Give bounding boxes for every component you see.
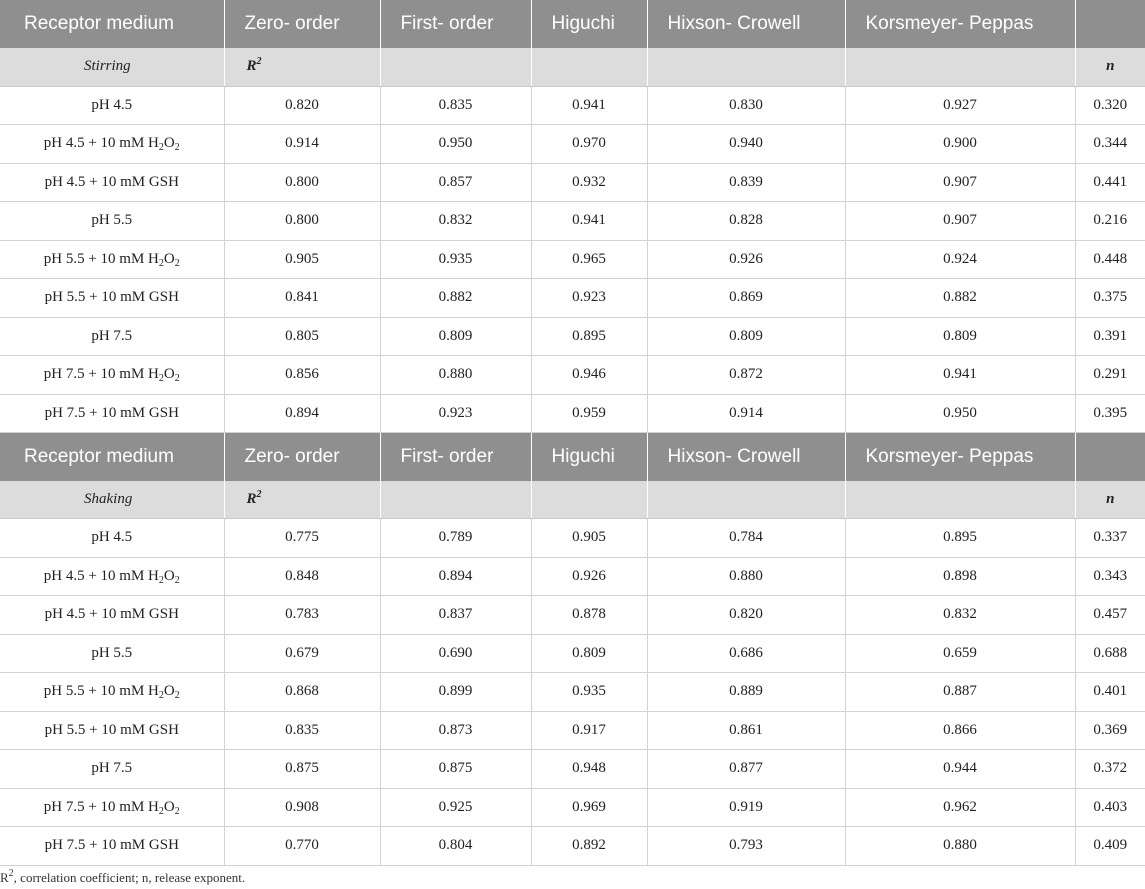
table-row <box>0 788 1145 827</box>
table-row <box>0 163 1145 202</box>
table-row <box>0 356 1145 395</box>
receptor-medium-cell: pH 7.5 + 10 mM $H_2O_2$ <box>0 356 224 395</box>
first-order-value: 0.894 <box>380 557 531 596</box>
korsmeyer-peppas-value: 0.907 <box>845 202 1075 241</box>
first-order-header: First- order <box>380 0 531 48</box>
higuchi-value: 0.923 <box>531 279 647 318</box>
hixson-crowell-value: 0.877 <box>647 750 845 789</box>
receptor-medium-cell: pH 5.5 <box>0 202 224 241</box>
first-order-value: 0.923 <box>380 394 531 433</box>
table-footnote: $R^2$, correlation coefficient; n, release exponent. <box>0 868 246 885</box>
hixson-crowell-value: 0.828 <box>647 202 845 241</box>
release-exponent-value: 0.448 <box>1075 240 1145 279</box>
empty-cell <box>531 48 647 86</box>
first-order-value: 0.899 <box>380 673 531 712</box>
table-row <box>0 86 1145 125</box>
table-row <box>0 596 1145 635</box>
higuchi-value: 0.926 <box>531 557 647 596</box>
empty-cell <box>845 481 1075 519</box>
korsmeyer-peppas-header: Korsmeyer- Peppas <box>845 0 1075 48</box>
hixson-crowell-value: 0.686 <box>647 634 845 673</box>
receptor-medium-cell: pH 5.5 + 10 mM GSH <box>0 279 224 318</box>
higuchi-value: 0.809 <box>531 634 647 673</box>
n-symbol: n <box>1075 48 1145 86</box>
higuchi-value: 0.941 <box>531 202 647 241</box>
zero-order-value: 0.800 <box>224 202 380 241</box>
first-order-value: 0.873 <box>380 711 531 750</box>
zero-order-value: 0.805 <box>224 317 380 356</box>
hixson-crowell-value: 0.919 <box>647 788 845 827</box>
korsmeyer-peppas-value: 0.882 <box>845 279 1075 318</box>
receptor-medium-cell: pH 4.5 + 10 mM $H_2O_2$ <box>0 125 224 164</box>
first-order-value: 0.925 <box>380 788 531 827</box>
condition-row <box>0 48 1145 86</box>
hixson-crowell-header: Hixson- Crowell <box>647 433 845 481</box>
receptor-medium-cell: pH 5.5 + 10 mM GSH <box>0 711 224 750</box>
hixson-crowell-value: 0.889 <box>647 673 845 712</box>
n-symbol: n <box>1075 481 1145 519</box>
empty-cell <box>647 481 845 519</box>
higuchi-value: 0.946 <box>531 356 647 395</box>
korsmeyer-peppas-header: Korsmeyer- Peppas <box>845 433 1075 481</box>
receptor-medium-cell: pH 7.5 + 10 mM GSH <box>0 394 224 433</box>
release-exponent-value: 0.344 <box>1075 125 1145 164</box>
hixson-crowell-value: 0.839 <box>647 163 845 202</box>
table-row <box>0 125 1145 164</box>
zero-order-header: Zero- order <box>224 0 380 48</box>
zero-order-header: Zero- order <box>224 433 380 481</box>
korsmeyer-peppas-value: 0.887 <box>845 673 1075 712</box>
release-exponent-value: 0.291 <box>1075 356 1145 395</box>
release-exponent-value: 0.457 <box>1075 596 1145 635</box>
zero-order-value: 0.770 <box>224 827 380 866</box>
release-exponent-value: 0.688 <box>1075 634 1145 673</box>
zero-order-value: 0.841 <box>224 279 380 318</box>
higuchi-value: 0.905 <box>531 519 647 558</box>
higuchi-value: 0.932 <box>531 163 647 202</box>
korsmeyer-peppas-value: 0.880 <box>845 827 1075 866</box>
higuchi-value: 0.969 <box>531 788 647 827</box>
korsmeyer-peppas-value: 0.898 <box>845 557 1075 596</box>
first-order-value: 0.882 <box>380 279 531 318</box>
korsmeyer-peppas-value: 0.832 <box>845 596 1075 635</box>
hixson-crowell-value: 0.869 <box>647 279 845 318</box>
table-row <box>0 202 1145 241</box>
korsmeyer-peppas-value: 0.950 <box>845 394 1075 433</box>
receptor-medium-cell: pH 5.5 <box>0 634 224 673</box>
higuchi-value: 0.895 <box>531 317 647 356</box>
hixson-crowell-value: 0.914 <box>647 394 845 433</box>
table-row <box>0 394 1145 433</box>
korsmeyer-peppas-value: 0.927 <box>845 86 1075 125</box>
korsmeyer-peppas-value: 0.895 <box>845 519 1075 558</box>
first-order-value: 0.804 <box>380 827 531 866</box>
zero-order-value: 0.800 <box>224 163 380 202</box>
korsmeyer-peppas-value: 0.866 <box>845 711 1075 750</box>
first-order-value: 0.837 <box>380 596 531 635</box>
empty-cell <box>380 48 531 86</box>
higuchi-value: 0.892 <box>531 827 647 866</box>
condition-label: Shaking <box>0 481 224 519</box>
zero-order-value: 0.679 <box>224 634 380 673</box>
first-order-value: 0.875 <box>380 750 531 789</box>
release-exponent-value: 0.369 <box>1075 711 1145 750</box>
table-row <box>0 279 1145 318</box>
hixson-crowell-header: Hixson- Crowell <box>647 0 845 48</box>
higuchi-value: 0.959 <box>531 394 647 433</box>
table-row <box>0 711 1145 750</box>
table-row <box>0 634 1145 673</box>
first-order-value: 0.857 <box>380 163 531 202</box>
zero-order-value: 0.894 <box>224 394 380 433</box>
korsmeyer-peppas-value: 0.659 <box>845 634 1075 673</box>
zero-order-value: 0.914 <box>224 125 380 164</box>
receptor-medium-cell: pH 4.5 + 10 mM $H_2O_2$ <box>0 557 224 596</box>
table-row <box>0 557 1145 596</box>
release-exponent-value: 0.409 <box>1075 827 1145 866</box>
release-exponent-value: 0.395 <box>1075 394 1145 433</box>
higuchi-value: 0.917 <box>531 711 647 750</box>
zero-order-value: 0.875 <box>224 750 380 789</box>
exponent-header <box>1075 433 1145 481</box>
first-order-header: First- order <box>380 433 531 481</box>
hixson-crowell-value: 0.793 <box>647 827 845 866</box>
table-row <box>0 240 1145 279</box>
empty-cell <box>647 48 845 86</box>
release-exponent-value: 0.391 <box>1075 317 1145 356</box>
receptor-medium-cell: pH 4.5 + 10 mM GSH <box>0 596 224 635</box>
korsmeyer-peppas-value: 0.809 <box>845 317 1075 356</box>
zero-order-value: 0.820 <box>224 86 380 125</box>
hixson-crowell-value: 0.830 <box>647 86 845 125</box>
receptor-medium-header: Receptor medium <box>0 433 224 481</box>
zero-order-value: 0.783 <box>224 596 380 635</box>
zero-order-value: 0.868 <box>224 673 380 712</box>
higuchi-value: 0.878 <box>531 596 647 635</box>
first-order-value: 0.690 <box>380 634 531 673</box>
korsmeyer-peppas-value: 0.944 <box>845 750 1075 789</box>
korsmeyer-peppas-value: 0.941 <box>845 356 1075 395</box>
hixson-crowell-value: 0.926 <box>647 240 845 279</box>
receptor-medium-header: Receptor medium <box>0 0 224 48</box>
release-exponent-value: 0.401 <box>1075 673 1145 712</box>
higuchi-value: 0.941 <box>531 86 647 125</box>
korsmeyer-peppas-value: 0.907 <box>845 163 1075 202</box>
zero-order-value: 0.848 <box>224 557 380 596</box>
empty-cell <box>380 481 531 519</box>
higuchi-value: 0.970 <box>531 125 647 164</box>
korsmeyer-peppas-value: 0.962 <box>845 788 1075 827</box>
first-order-value: 0.832 <box>380 202 531 241</box>
table-row <box>0 673 1145 712</box>
release-exponent-value: 0.216 <box>1075 202 1145 241</box>
zero-order-value: 0.775 <box>224 519 380 558</box>
hixson-crowell-value: 0.809 <box>647 317 845 356</box>
table-row <box>0 519 1145 558</box>
release-exponent-value: 0.320 <box>1075 86 1145 125</box>
empty-cell <box>531 481 647 519</box>
release-exponent-value: 0.441 <box>1075 163 1145 202</box>
release-exponent-value: 0.372 <box>1075 750 1145 789</box>
higuchi-value: 0.935 <box>531 673 647 712</box>
receptor-medium-cell: pH 4.5 <box>0 519 224 558</box>
hixson-crowell-value: 0.820 <box>647 596 845 635</box>
higuchi-value: 0.965 <box>531 240 647 279</box>
exponent-header <box>1075 0 1145 48</box>
hixson-crowell-value: 0.880 <box>647 557 845 596</box>
first-order-value: 0.950 <box>380 125 531 164</box>
higuchi-header: Higuchi <box>531 433 647 481</box>
release-exponent-value: 0.337 <box>1075 519 1145 558</box>
table-row <box>0 317 1145 356</box>
korsmeyer-peppas-value: 0.924 <box>845 240 1075 279</box>
first-order-value: 0.809 <box>380 317 531 356</box>
zero-order-value: 0.905 <box>224 240 380 279</box>
hixson-crowell-value: 0.940 <box>647 125 845 164</box>
condition-label: Stirring <box>0 48 224 86</box>
higuchi-value: 0.948 <box>531 750 647 789</box>
r-squared-symbol: $R^2$ <box>224 48 380 86</box>
hixson-crowell-value: 0.872 <box>647 356 845 395</box>
receptor-medium-cell: pH 5.5 + 10 mM $H_2O_2$ <box>0 240 224 279</box>
table-row <box>0 827 1145 866</box>
column-header-row <box>0 433 1145 481</box>
condition-row <box>0 481 1145 519</box>
release-exponent-value: 0.375 <box>1075 279 1145 318</box>
first-order-value: 0.789 <box>380 519 531 558</box>
receptor-medium-cell: pH 7.5 <box>0 750 224 789</box>
first-order-value: 0.935 <box>380 240 531 279</box>
receptor-medium-cell: pH 7.5 <box>0 317 224 356</box>
zero-order-value: 0.856 <box>224 356 380 395</box>
hixson-crowell-value: 0.861 <box>647 711 845 750</box>
release-exponent-value: 0.343 <box>1075 557 1145 596</box>
receptor-medium-cell: pH 7.5 + 10 mM GSH <box>0 827 224 866</box>
empty-cell <box>845 48 1075 86</box>
higuchi-header: Higuchi <box>531 0 647 48</box>
hixson-crowell-value: 0.784 <box>647 519 845 558</box>
receptor-medium-cell: pH 4.5 + 10 mM GSH <box>0 163 224 202</box>
receptor-medium-cell: pH 4.5 <box>0 86 224 125</box>
first-order-value: 0.835 <box>380 86 531 125</box>
zero-order-value: 0.908 <box>224 788 380 827</box>
column-header-row <box>0 0 1145 48</box>
receptor-medium-cell: pH 5.5 + 10 mM $H_2O_2$ <box>0 673 224 712</box>
r-squared-symbol: $R^2$ <box>224 481 380 519</box>
receptor-medium-cell: pH 7.5 + 10 mM $H_2O_2$ <box>0 788 224 827</box>
release-exponent-value: 0.403 <box>1075 788 1145 827</box>
table-row <box>0 750 1145 789</box>
korsmeyer-peppas-value: 0.900 <box>845 125 1075 164</box>
zero-order-value: 0.835 <box>224 711 380 750</box>
first-order-value: 0.880 <box>380 356 531 395</box>
